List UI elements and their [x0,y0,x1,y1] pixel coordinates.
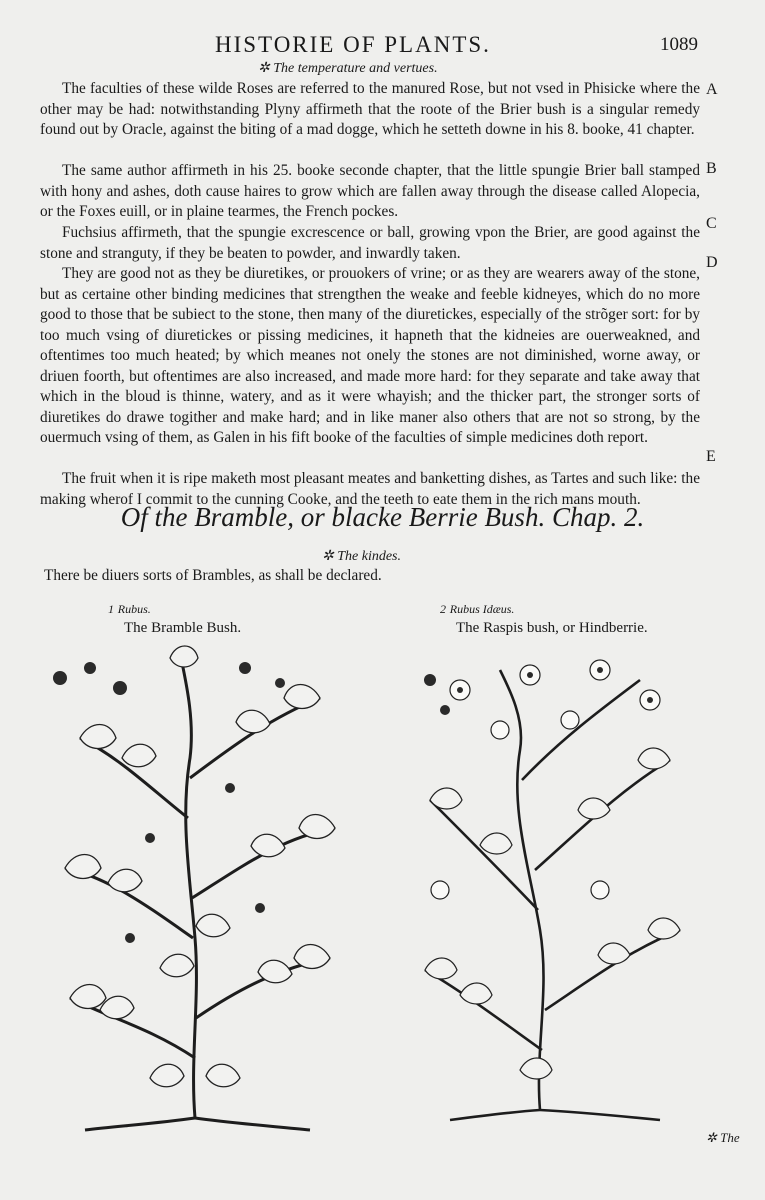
section-heading-kindes: ✲ The kindes. [322,549,401,564]
margin-letter-c: C [706,215,717,232]
paragraph-e: The fruit when it is ripe maketh most pleasant meates and banketting dishes, as Tartes and such like: the making wherof I commit to the cunning Cooke, and the teeth to eate them in the rich mans mouth. [40,470,700,508]
paragraph-c: Fuchsius affirmeth, that the spungie excrescence or ball, growing vpon the Brier, are good against the stone and stranguty, if they be beaten to powder, and inwardly taken. [40,224,700,262]
page-number: 1089 [660,34,698,55]
figure-number: 1 [108,602,114,616]
running-head: HISTORIE OF PLANTS. [215,32,491,57]
figure-english-name: The Raspis bush, or Hindberrie. [456,620,648,636]
margin-letter-e: E [706,448,716,465]
figure-english-name: The Bramble Bush. [124,620,242,636]
figure-latin-name: Rubus Idæus. [449,602,515,616]
margin-letter-b: B [706,160,717,177]
raspis-bush-woodcut [400,650,700,1130]
figure-caption-raspis [440,600,648,638]
section-heading-temperature: ✲ The temperature and vertues. [258,61,438,76]
bramble-bush-woodcut [30,638,360,1138]
catchword: ✲ The [706,1130,740,1145]
paragraph-b: The same author affirmeth in his 25. booke seconde chapter, that the little spungie Brier ball stamped with hony and ashes, doth cause haires to grow which are fallen away through the disease called Alopecia, or the Foxes euill, or in plaine tearmes, the French pockes. [40,162,700,220]
margin-letter-d: D [706,254,718,271]
figure-latin-name: Rubus. [117,602,151,616]
kinds-intro: There be diuers sorts of Brambles, as shall be declared. [44,567,382,584]
figure-caption-bramble [108,600,241,638]
chapter-title: Of the Bramble, or blacke Berrie Bush. Chap. 2. [120,502,645,532]
text-block-vertues [40,79,700,531]
paragraph-a: The faculties of these wilde Roses are referred to the manured Rose, but not vsed in Phisicke where the other may be had: notwithstanding Plyny affirmeth that the roote of the Brier bush is a singular remedy found out by Oracle, against the biting of a mad dogge, which he setteth downe in his 8. booke, 41 chapter. [40,80,700,138]
margin-letter-a: A [706,81,718,98]
paragraph-d: They are good not as they be diuretikes, or prouokers of vrine; or as they are wearers away of the stone, but as certaine other binding medicines that strengthen the weake and feeble kidneyes, which do no more good to those that be subiect to the stone, then many of the diuretickes, especially of the strõger sort: for by too much vsing of diuretickes or pissing medicines, it hapneth that the kidneies are ouerweakned, and oftentimes too much heated; by which meanes not onely the stones are not diminished, worne away, or driuen foorth, but oftentimes are also increased, and made more hard: for they separate and take away that which in the bloud is thinne, watery, and as it were whayish; and the thicker part, the stronger sorts of diuretikes do drawe togither and make hard; and in like maner also others that are not so strong, by the ouermuch vsing of them, as Galen in his fift booke of the faculties of simple medicines doth report. [40,265,700,446]
figure-number: 2 [440,602,446,616]
